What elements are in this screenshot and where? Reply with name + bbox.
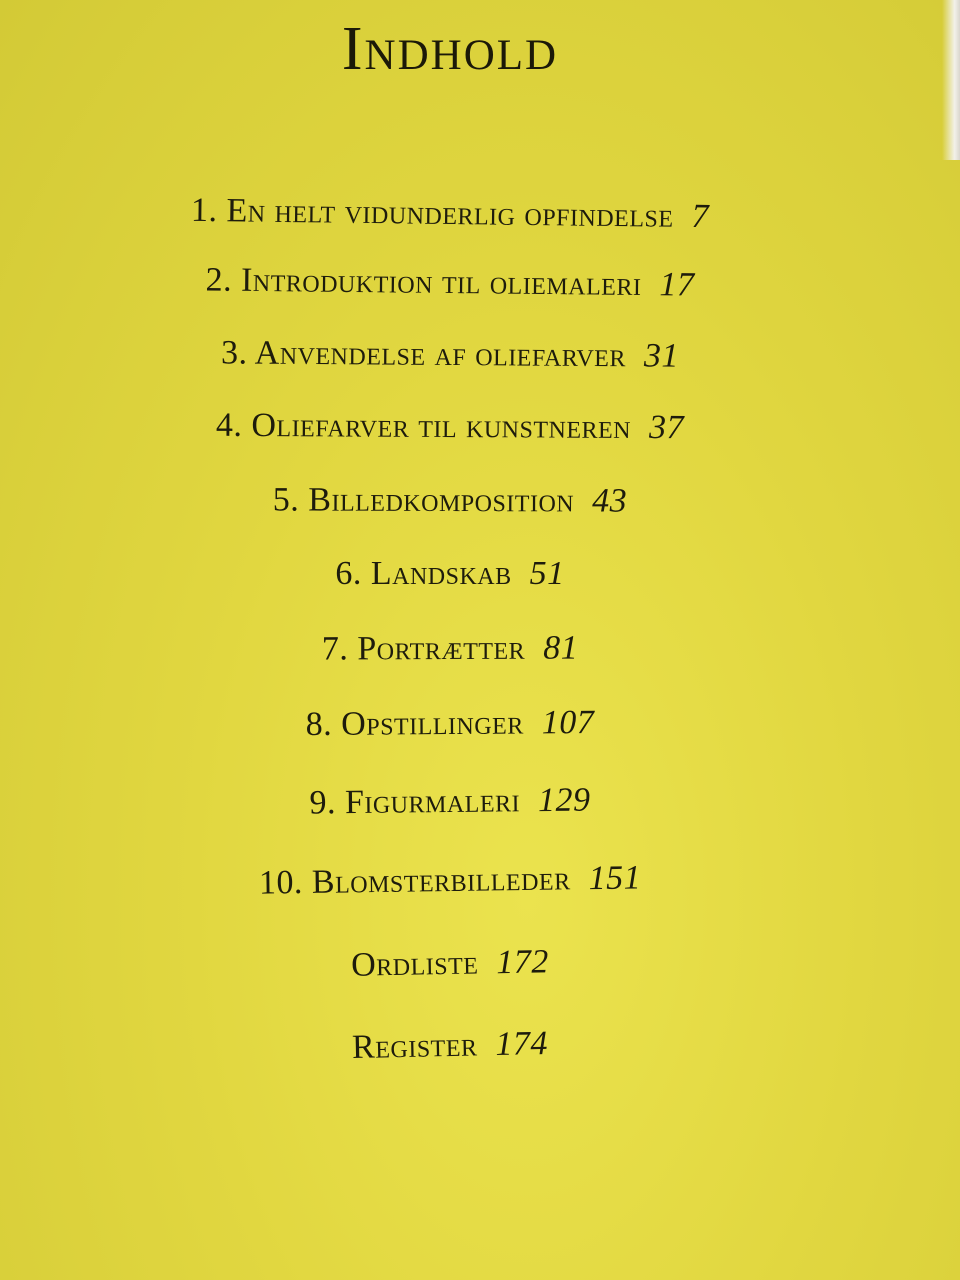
toc-entry-label: 9. Figurmaleri xyxy=(309,782,521,822)
toc-entry xyxy=(0,408,900,447)
toc-entry xyxy=(0,335,900,375)
toc-entry-page: 174 xyxy=(495,1024,549,1064)
page-title: Indhold xyxy=(341,15,559,83)
toc-entry xyxy=(0,630,900,667)
toc-entry-label: Ordliste xyxy=(350,944,479,984)
toc-entry xyxy=(0,939,900,989)
toc-entry xyxy=(0,557,900,591)
toc-entry-page: 151 xyxy=(588,859,642,898)
toc-entry-page: 37 xyxy=(648,409,685,447)
toc-entry-page: 43 xyxy=(592,482,628,520)
toc-entry-label: Register xyxy=(351,1026,478,1067)
toc-entry-page: 31 xyxy=(643,337,680,375)
toc-entry xyxy=(0,704,900,744)
toc-entry-page: 81 xyxy=(543,629,579,667)
toc-entry-label: 6. Landskab xyxy=(335,555,512,592)
toc-entry xyxy=(0,192,900,237)
toc-entry xyxy=(0,1020,900,1073)
toc-entry-label: 5. Billedkomposition xyxy=(272,481,575,520)
toc-entry-page: 172 xyxy=(496,943,550,982)
toc-entry-label: 8. Opstillinger xyxy=(305,704,524,744)
toc-entry-label: 10. Blomsterbilleder xyxy=(258,860,571,902)
toc-entry-label: 1. En helt vidunderlig opfindelse xyxy=(190,191,674,235)
toc-entry-page: 107 xyxy=(541,703,595,742)
toc-entry-page: 129 xyxy=(537,781,591,820)
toc-entry xyxy=(0,482,900,519)
toc-entry-page: 7 xyxy=(691,197,710,236)
toc-entry xyxy=(0,261,900,304)
toc-entry-label: 4. Oliefarver til kunstneren xyxy=(215,406,632,446)
toc-entry-page: 51 xyxy=(529,555,565,592)
toc-entry-page: 17 xyxy=(659,266,695,304)
toc-entry xyxy=(0,858,900,905)
toc-entry xyxy=(0,780,900,823)
toc-entry-label: 7. Portrætter xyxy=(321,629,526,668)
next-page-edge xyxy=(942,0,960,160)
toc-entry-label: 2. Introduktion til oliemaleri xyxy=(205,261,642,304)
toc-entry-label: 3. Anvendelse af oliefarver xyxy=(220,334,627,375)
